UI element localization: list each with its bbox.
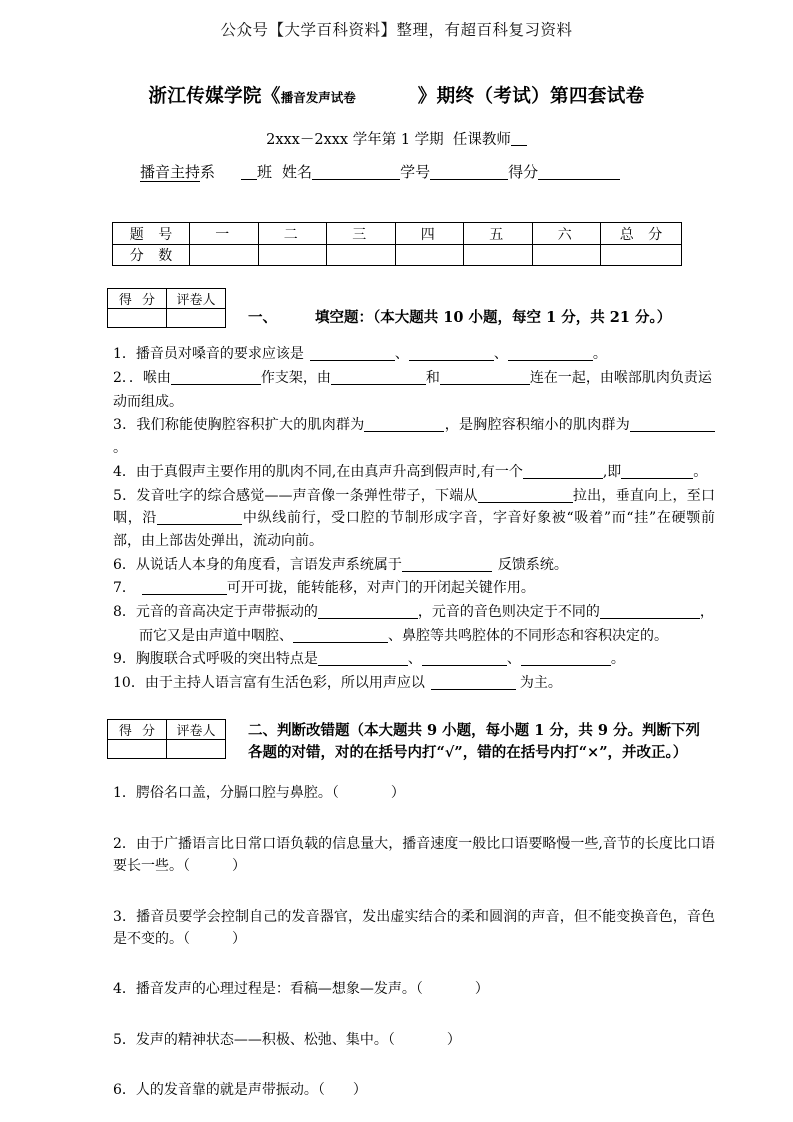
- department-suffix: 系: [200, 163, 216, 181]
- subtitle-term-text: 2xxx－2xxx 学年第 1 学期 任课教师: [266, 132, 511, 148]
- question-9-end: 。: [610, 651, 625, 668]
- tf-question-4-number: 4．: [113, 981, 136, 998]
- tf-question-1-text: 腭俗名口盖，分膈口腔与鼻腔。（: [135, 785, 339, 802]
- question-3-end: 。: [113, 440, 127, 457]
- question-5-text-3: 中纵线前行，受口腔的节制形成字音，字音好象被“吸着”而“挂”在硬颚前部，由上部齿处弹出，流动向前。: [113, 510, 715, 549]
- question-3-number: 3．: [113, 417, 137, 434]
- question-9-blank-3[interactable]: [521, 652, 611, 666]
- question-5-blank-1[interactable]: [478, 489, 573, 503]
- tf-question-1: [113, 782, 715, 804]
- table-row: [108, 739, 226, 758]
- question-7-number: 7．: [113, 580, 136, 597]
- title-subject: 播音发声试卷: [280, 90, 356, 105]
- question-9-blank-1[interactable]: [318, 652, 408, 666]
- question-2: [113, 367, 715, 390]
- question-2-continuation: 动而组成。: [113, 393, 183, 410]
- question-5-number: 5．: [113, 487, 137, 504]
- question-5-blank-2[interactable]: [157, 511, 242, 525]
- grader-box-section-2: [107, 719, 226, 759]
- table-row: [108, 289, 226, 309]
- title-prefix: 浙江传媒学院《: [148, 86, 281, 107]
- question-7-text-2: 可开可拢，能转能移，对声门的开闭起关键作用。: [226, 580, 535, 597]
- grader-box-2-score-value[interactable]: [108, 739, 167, 758]
- question-5-text-1: 发音吐字的综合感觉——声音像一条弹性带子，下端从: [136, 487, 478, 504]
- true-false-questions-list: [0, 782, 793, 1101]
- question-4-number: 4．: [113, 463, 136, 480]
- score-table-col-total: 总 分: [601, 223, 682, 245]
- question-9-sep-2: 、: [506, 651, 521, 668]
- question-6-text-1: 从说话人本身的角度看，言语发声系统属于: [135, 556, 402, 573]
- question-9-blank-2[interactable]: [422, 652, 507, 666]
- question-8-text-3: ，: [699, 603, 714, 620]
- tf-question-6: [113, 1079, 715, 1101]
- subtitle-term-line: [0, 128, 793, 149]
- score-cell-3[interactable]: [327, 245, 396, 266]
- question-6-number: 6．: [113, 556, 136, 573]
- question-1-text: 播音员对嗓音的要求应该是: [135, 346, 304, 363]
- question-10-text-2: 为主。: [519, 674, 562, 691]
- tf-question-5-number: 5．: [113, 1031, 136, 1048]
- question-8: [113, 601, 715, 624]
- tf-question-2-number: 2．: [113, 835, 136, 852]
- section-2-header: [0, 719, 793, 765]
- score-table-col-2: 二: [258, 223, 327, 245]
- question-9-number: 9．: [113, 651, 136, 668]
- question-1-sep-2: 、: [493, 346, 508, 363]
- question-3: [113, 414, 715, 459]
- grader-box-score-label: 得 分: [108, 289, 167, 309]
- score-table-row-label-score: 分 数: [113, 245, 190, 266]
- score-table-container: [0, 222, 793, 266]
- tf-question-2-close: ）: [232, 858, 246, 875]
- section-2-title: 二、判断改错题（本大题共 9 小题，每小题 1 分，共 9 分。判断下列各题的对错，对的在括号内打“√”，错的在括号内打“×”，并改正。）: [248, 721, 701, 762]
- tf-question-1-number: 1．: [113, 785, 136, 802]
- department-label: 播音主持: [140, 163, 201, 181]
- question-8-continuation: [113, 625, 715, 648]
- grader-box-grader-value[interactable]: [167, 309, 226, 328]
- question-10-text-1: 由于主持人语言富有生活色彩，所以用声应以: [144, 674, 425, 691]
- question-9-text-1: 胸腹联合式呼吸的突出特点是: [135, 651, 318, 668]
- question-2-blank-2[interactable]: [331, 371, 426, 385]
- question-2-text-1: 喉由: [142, 370, 171, 387]
- score-blank[interactable]: [538, 165, 620, 180]
- question-1: [113, 343, 715, 366]
- score-table: [112, 222, 682, 266]
- tf-question-1-close: ）: [390, 785, 405, 802]
- tf-question-5-text: 发声的精神状态——积极、松弛、集中。（: [135, 1031, 395, 1048]
- question-9-sep-1: 、: [407, 651, 422, 668]
- question-8-text-2: ，元音的音色则决定于不同的: [417, 603, 600, 620]
- question-4-end: 。: [693, 463, 708, 480]
- grader-box-grader-label: 评卷人: [167, 289, 226, 309]
- question-4: [113, 461, 715, 484]
- question-3-text-1: 我们称能使胸腔容积扩大的肌肉群为: [136, 417, 365, 434]
- question-5: [113, 485, 715, 553]
- question-8-cont-text-2: 、鼻腔等共鸣腔体的不同形态和容积决定的。: [388, 627, 668, 644]
- question-2-text-4: 连在一起，由喉部肌肉负责运: [529, 370, 712, 387]
- teacher-blank[interactable]: [511, 145, 527, 146]
- tf-question-2-text: 由于广播语言比日常口语负载的信息量大，播音速度一般比口语要略慢一些,音节的长度比口语要长一些。（: [113, 835, 715, 875]
- tf-question-5-close: ）: [446, 1031, 461, 1048]
- score-cell-5[interactable]: [464, 245, 533, 266]
- class-label: 班: [257, 163, 273, 181]
- tf-question-6-close: ）: [352, 1082, 367, 1099]
- question-2-blank-3[interactable]: [440, 371, 530, 385]
- question-6: [113, 554, 715, 577]
- tf-question-4-text: 播音发声的心理过程是：看稿—想象—发声。（: [135, 981, 423, 998]
- question-2-blank-1[interactable]: [171, 371, 261, 385]
- fill-in-questions-list: [0, 343, 793, 694]
- question-4-text-2: ,即: [602, 463, 622, 480]
- tf-question-4: [113, 978, 715, 1000]
- score-cell-1[interactable]: [190, 245, 259, 266]
- question-8-cont-text-1: 而它又是由声道中咽腔、: [139, 627, 293, 644]
- question-3-blank-1[interactable]: [364, 418, 444, 432]
- score-table-col-6: 六: [532, 223, 601, 245]
- score-table-col-1: 一: [190, 223, 259, 245]
- question-8-blank-2[interactable]: [600, 605, 700, 619]
- section-1-title-text: 填空题：（本大题共 10 小题，每空 1 分，共 21 分。）: [315, 309, 672, 326]
- question-1-end: 。: [592, 346, 607, 363]
- score-table-col-5: 五: [464, 223, 533, 245]
- score-cell-6[interactable]: [532, 245, 601, 266]
- question-4-blank-1[interactable]: [523, 465, 603, 479]
- question-8-blank-3[interactable]: [293, 629, 388, 643]
- student-id-label: 学号: [400, 163, 431, 181]
- table-row: [108, 309, 226, 328]
- question-8-text-1: 元音的音高决定于声带振动的: [135, 603, 318, 620]
- question-1-sep-1: 、: [394, 346, 409, 363]
- student-id-blank[interactable]: [430, 165, 508, 180]
- grader-box-section-1: [107, 288, 226, 328]
- score-table-col-4: 四: [395, 223, 464, 245]
- section-1-header: [0, 288, 793, 329]
- class-blank[interactable]: [241, 165, 257, 180]
- question-2-text-2: 作支架，由: [260, 370, 331, 387]
- question-1-blank-1[interactable]: [310, 347, 395, 361]
- name-label: 姓名: [282, 163, 313, 181]
- question-6-text-2: 反馈系统。: [497, 556, 568, 573]
- section-1-number: 一、: [248, 309, 277, 326]
- question-7-blank-1[interactable]: [142, 581, 227, 595]
- question-4-blank-2[interactable]: [621, 465, 693, 479]
- question-2-number: 2．．: [113, 370, 143, 387]
- question-3-blank-2[interactable]: [630, 418, 715, 432]
- grader-box-2-score-label: 得 分: [108, 719, 167, 739]
- question-10-blank-1[interactable]: [431, 676, 516, 690]
- grader-box-2-grader-value[interactable]: [167, 739, 226, 758]
- question-1-blank-3[interactable]: [508, 347, 593, 361]
- score-label: 得分: [508, 163, 539, 181]
- tf-question-4-close: ）: [474, 981, 489, 998]
- tf-question-3-number: 3．: [113, 908, 137, 925]
- grader-box-2-grader-label: 评卷人: [167, 719, 226, 739]
- tf-question-3: [113, 906, 715, 951]
- question-2-text-3: 和: [425, 370, 440, 387]
- subtitle-student-line: [0, 161, 793, 182]
- title-suffix: 》期终（考试）第四套试卷: [417, 86, 645, 107]
- question-5-text-2: 拉出，垂直向上，至口咽，沿: [113, 487, 715, 527]
- tf-question-6-text: 人的发音靠的就是声带振动。（: [135, 1082, 325, 1099]
- tf-question-2: [113, 833, 715, 878]
- grader-box-score-value[interactable]: [108, 309, 167, 328]
- tf-question-6-number: 6．: [113, 1082, 136, 1099]
- score-cell-total[interactable]: [601, 245, 682, 266]
- question-6-blank-1[interactable]: [402, 558, 492, 572]
- score-table-row-label-question: 题 号: [113, 223, 190, 245]
- tf-question-3-close: ）: [232, 931, 246, 948]
- table-row-scores: [113, 245, 682, 266]
- name-blank[interactable]: [312, 165, 400, 180]
- question-10: [113, 672, 715, 695]
- score-cell-4[interactable]: [395, 245, 464, 266]
- question-1-blank-2[interactable]: [409, 347, 494, 361]
- score-cell-2[interactable]: [258, 245, 327, 266]
- question-10-number: 10．: [113, 674, 145, 691]
- table-row: [108, 719, 226, 739]
- question-8-number: 8．: [113, 603, 136, 620]
- question-3-text-2: ，是胸腔容积缩小的肌肉群为: [444, 417, 631, 434]
- page-title: [0, 82, 793, 108]
- question-8-blank-1[interactable]: [318, 605, 418, 619]
- tf-question-3-text: 播音员要学会控制自己的发音器官，发出虚实结合的柔和圆润的声音，但不能变换音色，音色是不变的。（: [113, 908, 715, 948]
- question-7: [113, 577, 715, 600]
- score-table-col-3: 三: [327, 223, 396, 245]
- question-9: [113, 648, 715, 671]
- promo-banner: 公众号【大学百科资料】整理，有超百科复习资料: [220, 21, 573, 39]
- section-1-title: [248, 288, 671, 329]
- tf-question-5: [113, 1029, 715, 1051]
- question-1-number: 1．: [113, 346, 136, 363]
- question-4-text-1: 由于真假声主要作用的肌肉不同,在由真声升高到假声时,有一个: [135, 463, 523, 480]
- table-row-header: [113, 223, 682, 245]
